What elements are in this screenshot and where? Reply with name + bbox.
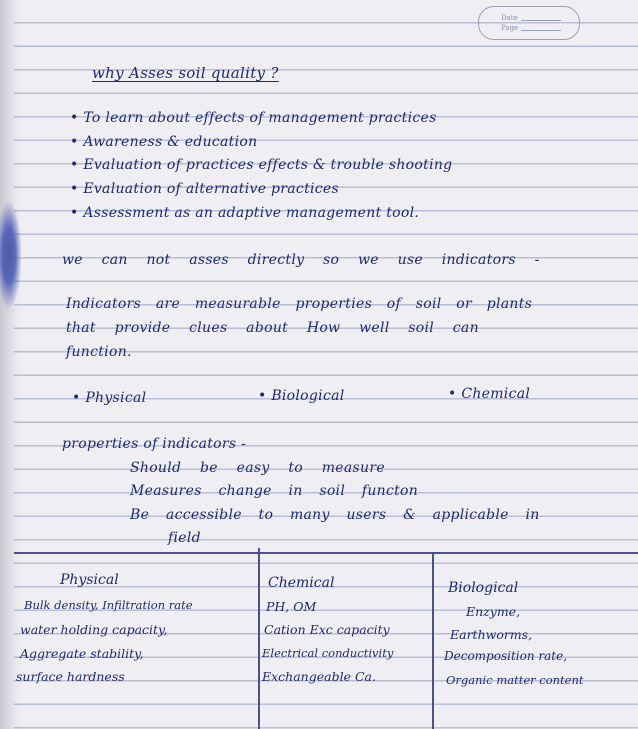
physical-item-3: Aggregate stability,	[20, 646, 144, 661]
page-line	[521, 30, 561, 31]
definition-line-3: function.	[66, 344, 132, 360]
property-line-1: Should be easy to measure	[130, 460, 385, 476]
ink-blot	[0, 200, 22, 310]
date-page-box	[478, 6, 580, 40]
table-header-physical: Physical	[60, 572, 119, 588]
reason-item-4: • Evaluation of alternative practices	[70, 181, 339, 197]
biological-item-3: Decomposition rate,	[444, 649, 568, 663]
property-line-3: Be accessible to many users & applicable in	[130, 507, 540, 523]
chemical-item-3: Electrical conductivity	[262, 646, 394, 660]
biological-item-1: Enzyme,	[466, 604, 521, 619]
page-label: Page	[501, 24, 519, 32]
category-biological: • Biological	[258, 388, 345, 404]
physical-item-1: Bulk density, Infiltration rate	[24, 598, 193, 612]
table-divider-1	[258, 548, 260, 729]
table-header-chemical: Chemical	[268, 575, 335, 591]
properties-heading: properties of indicators -	[62, 436, 247, 452]
chemical-item-2: Cation Exc capacity	[264, 622, 390, 637]
physical-item-2: water holding capacity,	[20, 622, 168, 637]
reason-item-2: • Awareness & education	[70, 134, 258, 150]
physical-item-4: surface hardness	[16, 669, 125, 684]
page-title: why Asses soil quality ?	[92, 64, 279, 82]
notebook-binding	[0, 0, 14, 729]
reason-item-1: • To learn about effects of management practices	[70, 110, 437, 126]
chemical-item-4: Exchangeable Ca.	[262, 669, 376, 684]
category-chemical: • Chemical	[448, 386, 531, 402]
property-line-2: Measures change in soil functon	[130, 483, 419, 499]
chemical-item-1: PH, OM	[266, 599, 317, 614]
date-line	[521, 20, 561, 21]
reason-item-5: • Assessment as an adaptive management tool.	[70, 205, 420, 221]
table-top-border	[14, 552, 638, 554]
biological-item-2: Earthworms,	[450, 627, 533, 642]
definition-line-2: that provide clues about How well soil can	[66, 320, 479, 336]
indirect-note: we can not asses directly so we use indicators -	[62, 252, 540, 268]
table-header-biological: Biological	[448, 580, 519, 596]
date-label: Date	[501, 14, 518, 22]
category-physical: • Physical	[72, 390, 147, 406]
reason-item-3: • Evaluation of practices effects & trouble shooting	[70, 157, 453, 173]
biological-item-4: Organic matter content	[446, 673, 584, 687]
definition-line-1: Indicators are measurable properties of soil or plants	[66, 296, 533, 312]
property-line-4: field	[168, 530, 201, 546]
table-divider-2	[432, 552, 434, 729]
